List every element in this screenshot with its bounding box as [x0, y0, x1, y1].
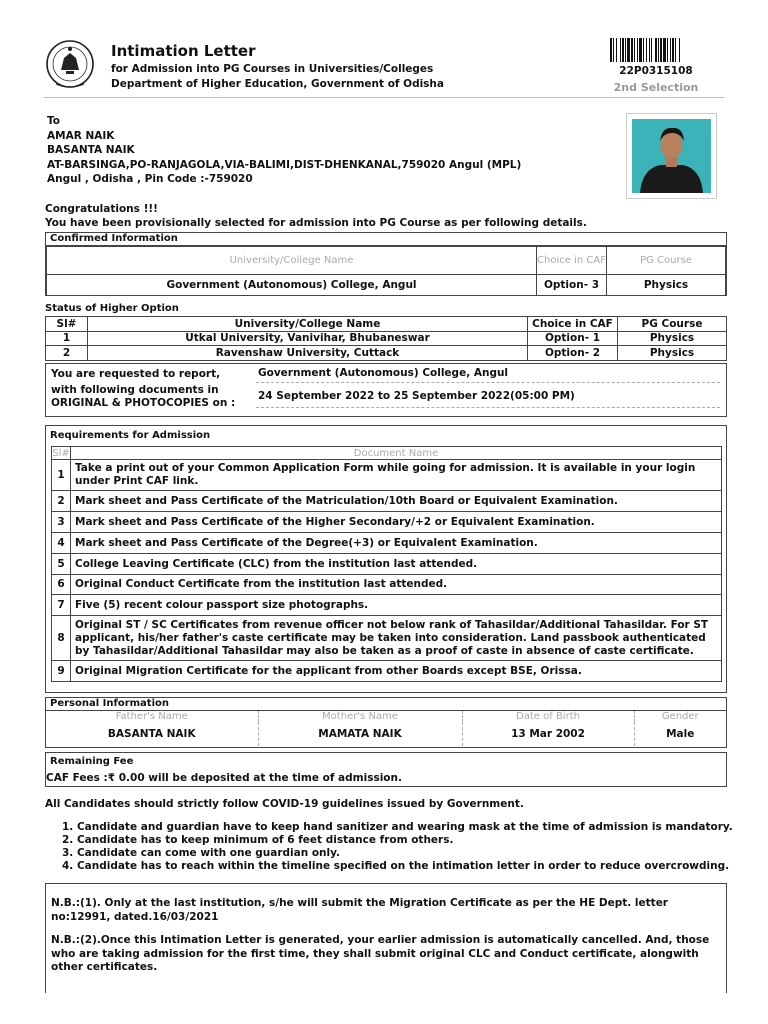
table-row — [52, 554, 722, 575]
barcode-bar — [616, 38, 617, 62]
barcode-bar — [620, 38, 621, 62]
cell-course: Physics — [618, 331, 727, 346]
cell-document: Take a print out of your Common Application Form while going for admission. It is available in your login under Print CAF link. — [71, 460, 722, 491]
guardian-name: BASANTA NAIK — [47, 144, 135, 156]
header-dob: Date of Birth — [462, 711, 634, 722]
covid-guidelines-list — [62, 821, 733, 873]
header-document: Document Name — [71, 447, 722, 460]
cell-sl: 4 — [52, 533, 71, 554]
requirements-caption: Requirements for Admission — [50, 430, 211, 441]
cell-document: College Leaving Certificate (CLC) from the institution last attended. — [71, 554, 722, 575]
congrats-heading: Congratulations !!! — [45, 203, 158, 215]
remaining-fee-box — [45, 752, 727, 787]
covid-heading: All Candidates should strictly follow COVID-19 guidelines issued by Government. — [45, 798, 524, 810]
table-row — [52, 661, 722, 682]
candidate-photo — [626, 113, 717, 199]
header-father: Father's Name — [46, 711, 258, 722]
personal-information-box — [45, 697, 727, 748]
odisha-emblem-icon — [44, 38, 96, 92]
barcode-bar — [643, 38, 644, 62]
table-row — [52, 616, 722, 661]
status-caption: Status of Higher Option — [45, 303, 179, 314]
barcode-bar — [649, 38, 650, 62]
header-mother: Mother's Name — [258, 711, 462, 722]
header-course: PG Course — [618, 317, 727, 332]
confirmed-table — [46, 246, 726, 296]
table-row — [46, 331, 727, 346]
higher-option-table — [45, 316, 727, 361]
barcode — [610, 38, 702, 62]
table-row — [52, 595, 722, 616]
barcode-bar — [660, 38, 662, 62]
department-name: Department of Higher Education, Government of Odisha — [111, 78, 444, 90]
header-sl: Sl# — [46, 317, 88, 332]
barcode-bar — [667, 38, 668, 62]
list-item: 3. Candidate can come with one guardian only. — [62, 847, 340, 859]
list-item: 1. Candidate and guardian have to keep hand sanitizer and wearing mask at the time of admission is mandatory. — [62, 821, 733, 833]
cell-document: Mark sheet and Pass Certificate of the Matriculation/10th Board or Equivalent Examination. — [71, 491, 722, 512]
cell-sl: 1 — [46, 331, 88, 346]
table-header-row — [46, 317, 727, 332]
cell-document: Five (5) recent colour passport size photographs. — [71, 595, 722, 616]
selection-round: 2nd Selection — [613, 81, 699, 94]
barcode-bar — [625, 38, 626, 62]
table-header-row — [52, 447, 722, 460]
cell-sl: 8 — [52, 616, 71, 661]
report-divider — [256, 382, 720, 383]
barcode-bar — [651, 38, 652, 62]
father-name: BASANTA NAIK — [46, 722, 258, 746]
gender: Male — [666, 728, 695, 740]
cell-choice: Option- 1 — [528, 331, 618, 346]
table-header-row — [46, 711, 726, 722]
cell-sl: 1 — [52, 460, 71, 491]
address-to: To — [47, 115, 60, 127]
barcode-bar — [663, 38, 666, 62]
cell-document: Mark sheet and Pass Certificate of the Degree(+3) or Equivalent Examination. — [71, 533, 722, 554]
header-sl: Sl# — [52, 447, 70, 459]
requirements-table — [51, 446, 722, 682]
cell-college: Ravenshaw University, Cuttack — [88, 346, 528, 361]
cell-sl: 6 — [52, 575, 71, 595]
letter-header — [44, 38, 724, 98]
requirements-box — [45, 425, 727, 693]
fee-caption: Remaining Fee — [50, 756, 134, 767]
report-divider — [256, 407, 720, 408]
header-course: PG Course — [607, 247, 726, 275]
barcode-bar — [639, 38, 642, 62]
barcode-bar — [655, 38, 657, 62]
documents-label-line-1: with following documents in — [51, 384, 219, 396]
fee-text: CAF Fees :₹ 0.00 will be deposited at the time of admission. — [46, 772, 402, 784]
recipient-address — [47, 114, 521, 187]
documents-label — [51, 384, 235, 410]
report-label: You are requested to report, — [51, 368, 221, 380]
cell-sl: 9 — [52, 661, 71, 682]
table-row — [52, 575, 722, 595]
address-line-2: Angul , Odisha , Pin Code :-759020 — [47, 173, 253, 185]
reporting-details-box — [45, 363, 727, 417]
header-choice: Choice in CAF — [528, 317, 618, 332]
barcode-bar — [631, 38, 633, 62]
barcode-bar — [672, 38, 674, 62]
cell-document: Original ST / SC Certificates from revenue officer not below rank of Tahasildar/Additional Tahasildar. For ST applicant, his/her father's caste certificate may be taken into consideration. Land passbook authenticated by Tahasildar/Additional Tahasildar may also be taken as a proof of caste in absence of caste certificate. — [71, 616, 722, 661]
cell-course: Physics — [618, 346, 727, 361]
candidate-photo-image — [632, 119, 711, 193]
barcode-bar — [634, 38, 635, 62]
header-gender: Gender — [661, 710, 699, 722]
header-divider — [44, 97, 724, 98]
letter-subtitle: for Admission into PG Courses in Universities/Colleges — [111, 63, 434, 75]
confirmed-course: Physics — [607, 275, 726, 296]
cell-sl: 7 — [52, 595, 71, 616]
note-2: N.B.:(2).Once this Intimation Letter is generated, your earlier admission is automatically cancelled. And, those who are taking admission for the first time, they shall submit original CLC and Conduct certificate, alongwith other certificates. — [51, 934, 710, 973]
cell-sl: 5 — [52, 554, 71, 575]
cell-sl: 2 — [46, 346, 88, 361]
barcode-bar — [627, 38, 630, 62]
header-college: University/College Name — [88, 317, 528, 332]
cell-document: Original Migration Certificate for the applicant from other Boards except BSE, Orissa. — [71, 661, 722, 682]
table-row — [52, 460, 722, 491]
address-line-1: AT-BARSINGA,PO-RANJAGOLA,VIA-BALIMI,DIST-DHENKANAL,759020 Angul (MPL) — [47, 158, 522, 171]
cell-document: Mark sheet and Pass Certificate of the Higher Secondary/+2 or Equivalent Examination. — [71, 512, 722, 533]
header-college: University/College Name — [47, 247, 537, 275]
barcode-bar — [679, 38, 680, 62]
report-dates: 24 September 2022 to 25 September 2022(05:00 PM) — [258, 390, 575, 402]
table-row — [52, 491, 722, 512]
table-row — [52, 533, 722, 554]
barcode-bar — [675, 38, 676, 62]
table-row — [46, 346, 727, 361]
date-of-birth: 13 Mar 2002 — [462, 722, 634, 746]
barcode-bar — [613, 38, 614, 62]
cell-college: Utkal University, Vanivihar, Bhubaneswar — [88, 331, 528, 346]
barcode-bar — [646, 38, 647, 62]
header-choice: Choice in CAF — [537, 247, 607, 275]
cell-document: Original Conduct Certificate from the institution last attended. — [71, 575, 722, 595]
table-header-row — [47, 247, 726, 275]
mother-name: MAMATA NAIK — [258, 722, 462, 746]
letter-title: Intimation Letter — [111, 42, 256, 60]
barcode-bar — [622, 38, 624, 62]
list-item: 4. Candidate has to reach within the timeline specified on the intimation letter in order to reduce overcrowding. — [62, 860, 730, 872]
notes-box — [45, 883, 727, 993]
confirmed-college: Government (Autonomous) College, Angul — [47, 275, 537, 296]
cell-sl: 3 — [52, 512, 71, 533]
note-1: N.B.:(1). Only at the last institution, s/he will submit the Migration Certificate as per the HE Dept. letter no:12991, dated.16/03/2021 — [51, 897, 668, 923]
barcode-bar — [670, 38, 671, 62]
confirmed-choice: Option- 3 — [537, 275, 607, 296]
confirmed-information-box — [45, 232, 727, 296]
reference-number: 22P0315108 — [619, 65, 693, 77]
barcode-bar — [658, 38, 659, 62]
documents-label-line-2: ORIGINAL & PHOTOCOPIES on : — [51, 397, 236, 409]
report-college: Government (Autonomous) College, Angul — [258, 367, 509, 379]
table-row — [46, 722, 726, 746]
barcode-bar — [610, 38, 612, 62]
table-row — [47, 275, 726, 296]
barcode-bar — [637, 38, 638, 62]
congrats-text: You have been provisionally selected for admission into PG Course as per following details. — [45, 216, 587, 229]
congratulations-message — [45, 203, 587, 230]
confirmed-caption: Confirmed Information — [46, 233, 726, 246]
candidate-name: AMAR NAIK — [47, 129, 115, 142]
cell-sl: 2 — [52, 491, 71, 512]
list-item: 2. Candidate has to keep minimum of 6 feet distance from others. — [62, 834, 454, 846]
cell-choice: Option- 2 — [528, 346, 618, 361]
personal-table — [46, 711, 726, 746]
table-row — [52, 512, 722, 533]
personal-caption: Personal Information — [46, 698, 726, 711]
